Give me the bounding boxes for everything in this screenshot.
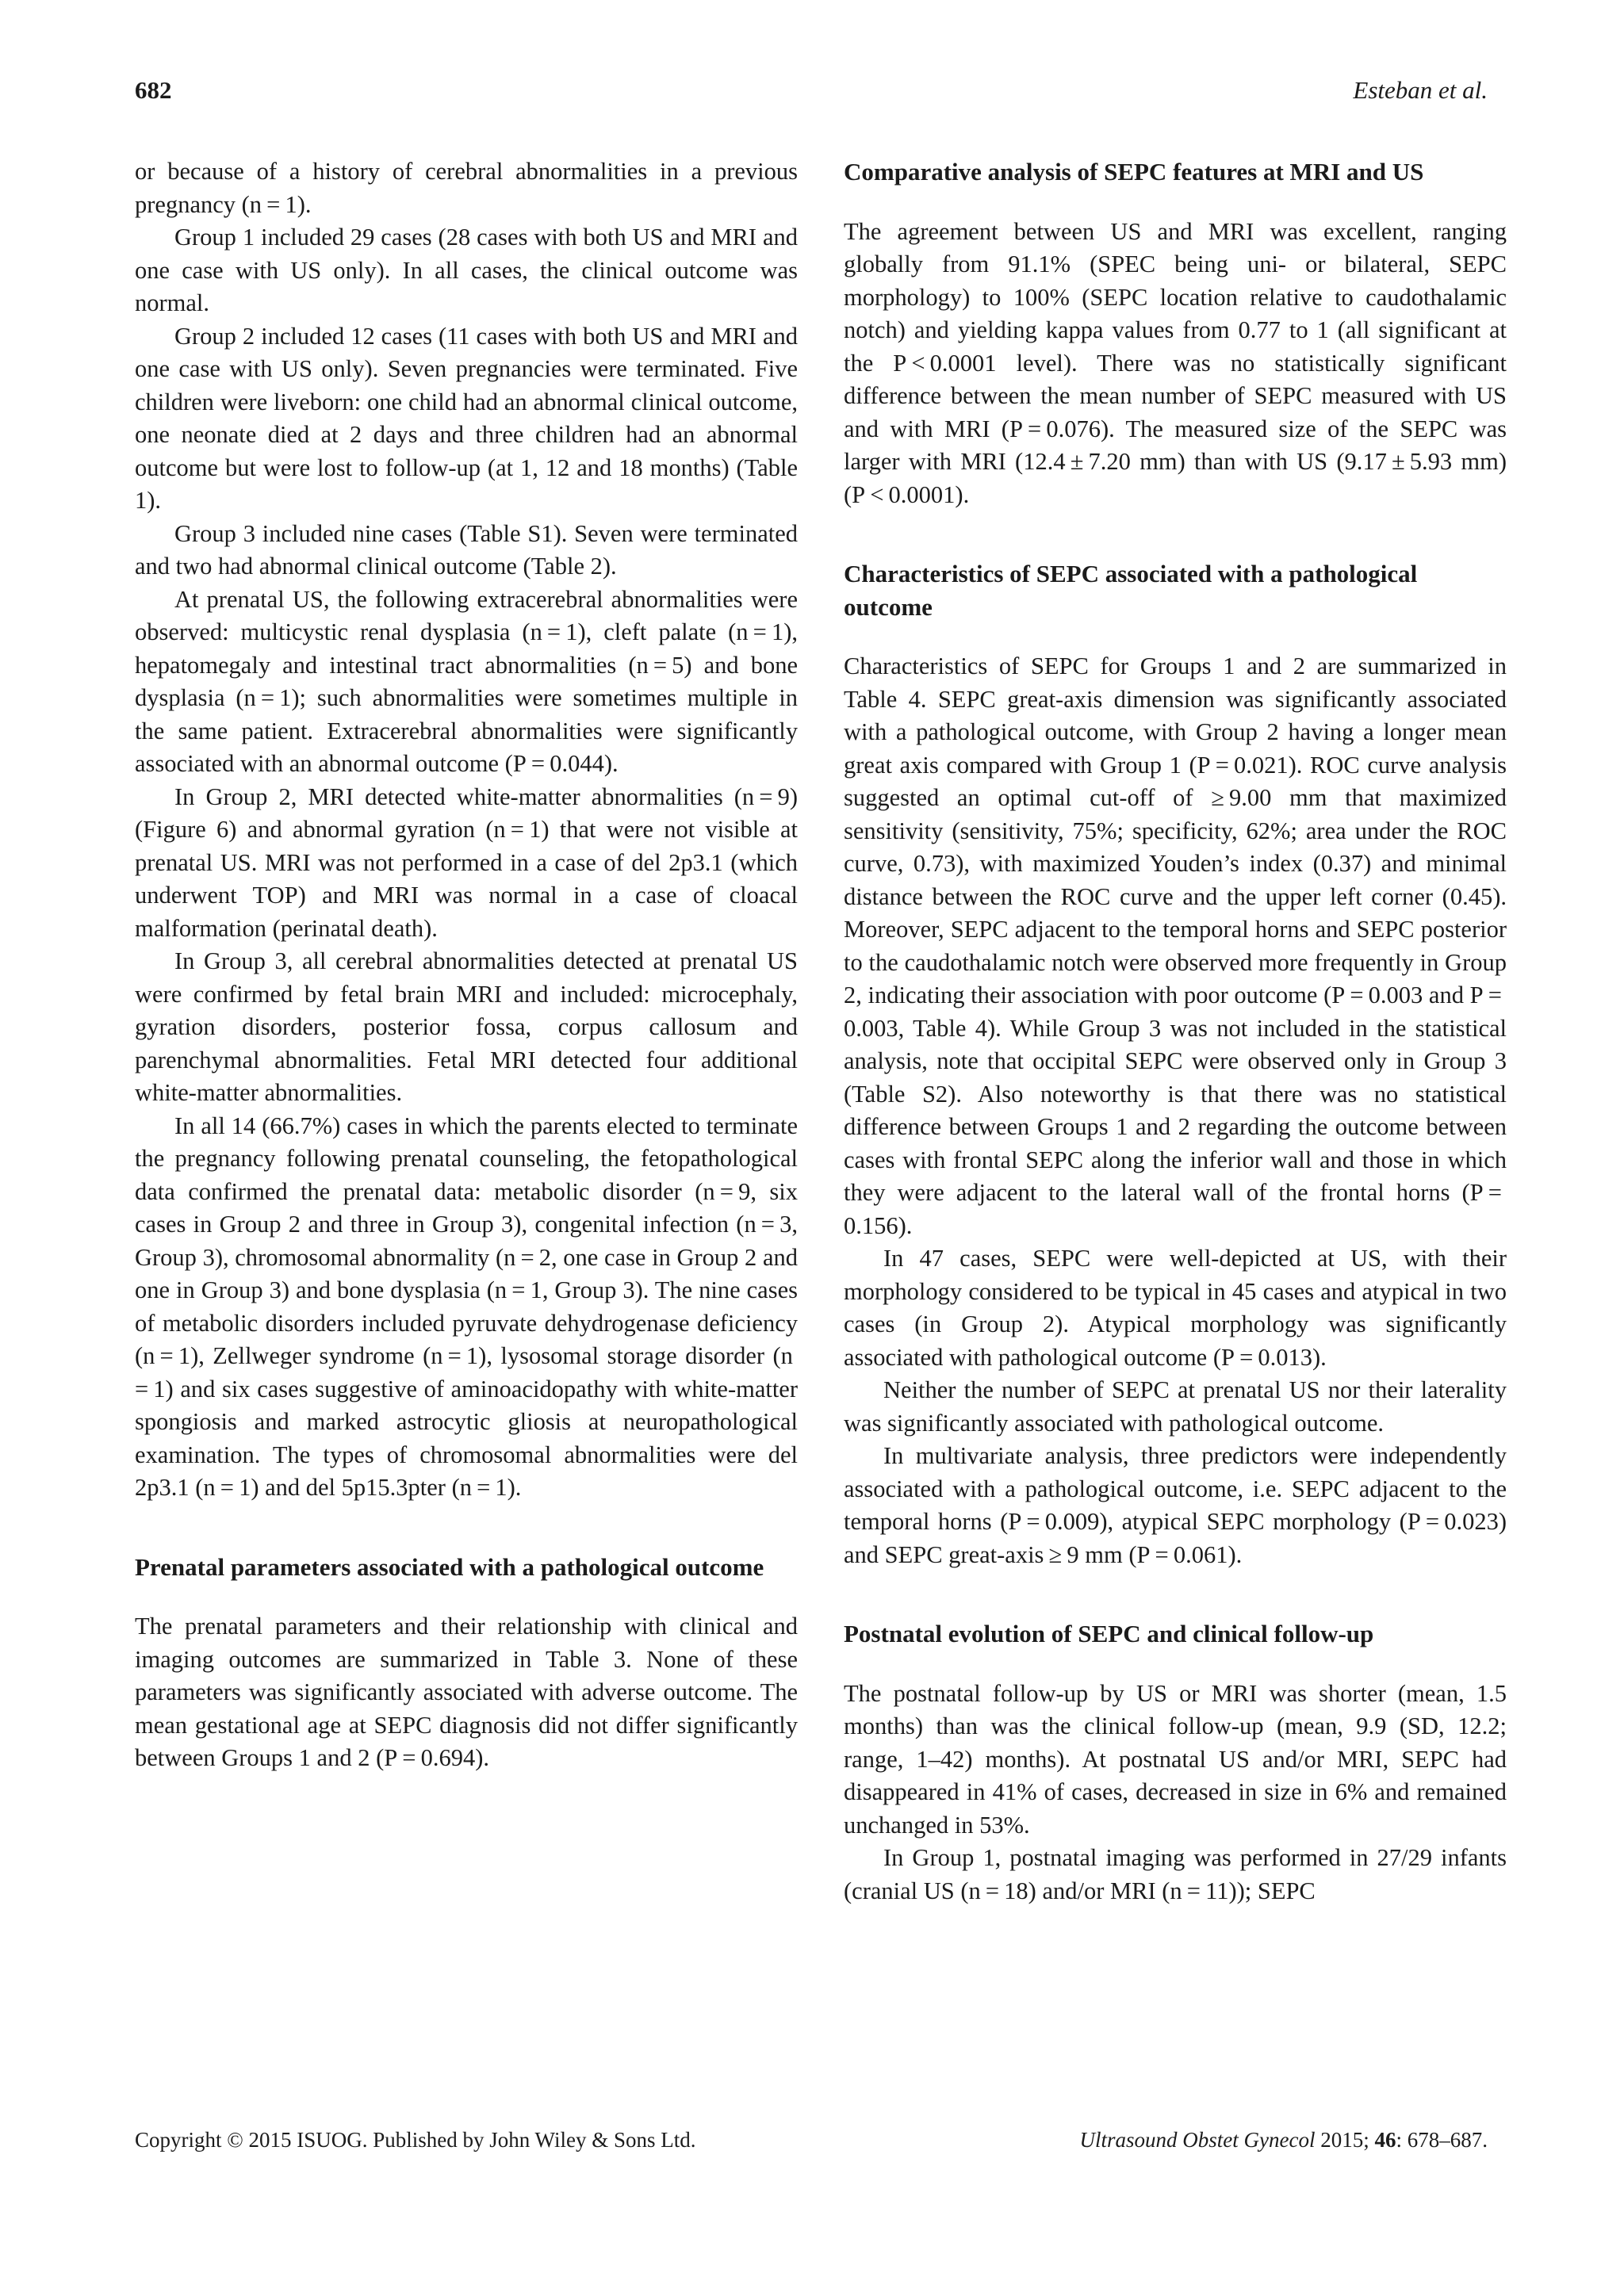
section-heading: Characteristics of SEPC associated with a pathological outcome bbox=[844, 560, 1418, 621]
paragraph: The agreement between US and MRI was excellent, ranging globally from 91.1% (SPEC being uni- or bilateral, SEPC morphology) to 100% (SEPC location relative to caudothalamic notch) and yielding kappa values from 0.77 to 1 (all significant at the P < 0.0001 level). There was no statistically significant difference between the mean number of SEPC measured with US and with MRI (P = 0.076). The measured size of the SEPC was larger with MRI (12.4 ± 7.20 mm) than with US (9.17 ± 5.93 mm) (P < 0.0001). bbox=[844, 217, 1507, 508]
journal-volume: 46 bbox=[1374, 2128, 1396, 2152]
section-heading: Postnatal evolution of SEPC and clinical follow-up bbox=[844, 1620, 1374, 1647]
paragraph: At prenatal US, the following extracerebral abnormalities were observed: multicystic renal dysplasia (n = 1), cleft palate (n = 1), hepatomegaly and intestinal tract abnormalities (n = 5) and bone dysplasia (n = 1); such abnormalities were sometimes multiple in the same patient. Extracerebral abnormalities were significantly associated with an abnormal outcome (P = 0.044). bbox=[135, 585, 798, 777]
paragraph: In Group 1, postnatal imaging was performed in 27/29 infants (cranial US (n = 18) and/or MRI (n = 11)); SEPC bbox=[844, 1844, 1507, 1904]
section-heading: Comparative analysis of SEPC features at MRI and US bbox=[844, 158, 1424, 186]
paragraph: In Group 3, all cerebral abnormalities detected at prenatal US were confirmed by fetal brain MRI and included: microcephaly, gyration disorders, posterior fossa, corpus callosum and parenchymal abnormalities. Fetal MRI detected four additional white-matter abnormalities. bbox=[135, 947, 798, 1106]
page-number: 682 bbox=[135, 76, 172, 104]
paragraph: In Group 2, MRI detected white-matter abnormalities (n = 9) (Figure 6) and abnormal gyration (n = 1) that were not visible at prenatal US. MRI was not performed in a case of del 2p3.1 (which underwent TOP) and MRI was normal in a case of cloacal malformation (perinatal death). bbox=[135, 783, 798, 942]
journal-citation bbox=[1080, 2128, 1488, 2152]
paragraph: In 47 cases, SEPC were well-depicted at US, with their morphology considered to be typical in 45 cases and atypical in two cases (in Group 2). Atypical morphology was significantly associated with pathological outcome (P = 0.013). bbox=[844, 1245, 1507, 1371]
paragraph: In multivariate analysis, three predictors were independently associated with a pathological outcome, i.e. SEPC adjacent to the temporal horns (P = 0.009), atypical SEPC morphology (P = 0.023) and SEPC great-axis ≥ 9 mm (P = 0.061). bbox=[844, 1442, 1507, 1568]
journal-pages: : 678–687. bbox=[1396, 2128, 1488, 2152]
section-heading: Prenatal parameters associated with a pathological outcome bbox=[135, 1552, 764, 1581]
paragraph: Group 2 included 12 cases (11 cases with both US and MRI and one case with US only). Seven pregnancies were terminated. Five children were liveborn: one child had an abnormal clinical outcome, one neonate died at 2 days and three children had an abnormal outcome but were lost to follow-up (at 1, 12 and 18 months) (Table 1). bbox=[135, 322, 798, 514]
paragraph: In all 14 (66.7%) cases in which the parents elected to terminate the pregnancy following prenatal counseling, the fetopathological data confirmed the prenatal data: metabolic disorder (n = 9, six cases in Group 2 and three in Group 3), congenital infection (n = 3, Group 3), chromosomal abnormality (n = 2, one case in Group 2 and one in Group 3) and bone dysplasia (n = 1, Group 3). The nine cases of metabolic disorders included pyruvate dehydrogenase deficiency (n = 1), Zellweger syndrome (n = 1), lysosomal storage disorder (n = 1) and six cases suggestive of aminoacidopathy with white-matter spongiosis and marked astrocytic gliosis at neuropathological examination. The types of chromosomal abnormalities were del 2p3.1 (n = 1) and del 5p15.3pter (n = 1). bbox=[135, 1112, 798, 1501]
paragraph: Group 1 included 29 cases (28 cases with both US and MRI and one case with US only). In all cases, the clinical outcome was normal. bbox=[135, 224, 798, 316]
right-column bbox=[844, 155, 1507, 1908]
paragraph: The postnatal follow-up by US or MRI was shorter (mean, 1.5 months) than was the clinical follow-up (mean, 9.9 (SD, 12.2; range, 1–42) months). At postnatal US and/or MRI, SEPC had disappeared in 41% of cases, decreased in size in 6% and remained unchanged in 53%. bbox=[844, 1679, 1507, 1839]
paragraph: Neither the number of SEPC at prenatal US nor their laterality was significantly associated with pathological outcome. bbox=[844, 1376, 1507, 1437]
paragraph: The prenatal parameters and their relationship with clinical and imaging outcomes are summarized in Table 3. None of these parameters was significantly associated with adverse outcome. The mean gestational age at SEPC diagnosis did not differ significantly between Groups 1 and 2 (P = 0.694). bbox=[135, 1613, 798, 1771]
journal-name: Ultrasound Obstet Gynecol bbox=[1079, 2128, 1316, 2152]
running-head: Esteban et al. bbox=[1353, 76, 1488, 104]
paragraph: Group 3 included nine cases (Table S1). Seven were terminated and two had abnormal clinical outcome (Table 2). bbox=[135, 519, 798, 580]
paragraph: or because of a history of cerebral abnormalities in a previous pregnancy (n = 1). bbox=[135, 158, 798, 218]
journal-year: 2015; bbox=[1315, 2128, 1375, 2152]
copyright-notice: Copyright © 2015 ISUOG. Published by John Wiley & Sons Ltd. bbox=[135, 2128, 696, 2152]
left-column bbox=[135, 155, 798, 1775]
paragraph: Characteristics of SEPC for Groups 1 and 2 are summarized in Table 4. SEPC great-axis dimension was significantly associated with a pathological outcome, with Group 2 having a longer mean great axis compared with Group 1 (P = 0.021). ROC curve analysis suggested an optimal cut-off of ≥ 9.00 mm that maximized sensitivity (sensitivity, 75%; specificity, 62%; area under the ROC curve, 0.73), with maximized Youden’s index (0.37) and minimal distance between the ROC curve and the upper left corner (0.45). Moreover, SEPC adjacent to the temporal horns and SEPC posterior to the caudothalamic notch were observed more frequently in Group 2, indicating their association with poor outcome (P = 0.003 and P = 0.003, Table 4). While Group 3 was not included in the statistical analysis, note that occipital SEPC were observed only in Group 3 (Table S2). Also noteworthy is that there was no statistical difference between Groups 1 and 2 regarding the outcome between cases with frontal SEPC along the inferior wall and those in which they were adjacent to the lateral wall of the frontal horns (P = 0.156). bbox=[844, 652, 1507, 1239]
